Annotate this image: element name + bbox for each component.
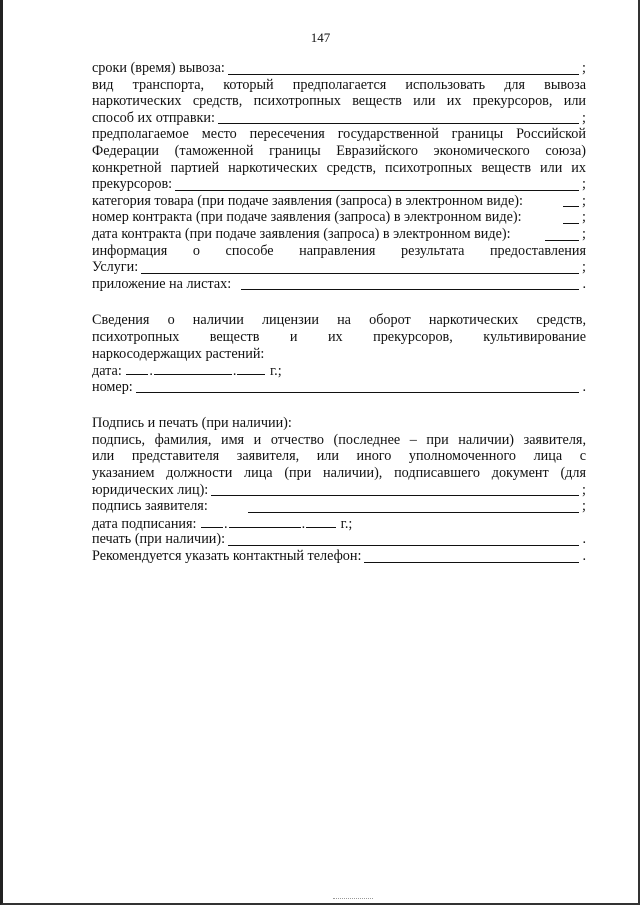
attachment-label: приложение на листах: xyxy=(92,275,232,292)
result-label: Услуги: xyxy=(92,259,139,276)
transport-text-2: наркотических средств, психотропных веществ или их прекурсоров, или xyxy=(92,93,586,110)
result-field[interactable] xyxy=(141,261,579,274)
crossing-text-2: Федерации (таможенной границы Евразийского экономического союза) xyxy=(92,142,586,159)
license-number-field[interactable] xyxy=(136,380,580,393)
category-label: категория товара (при подаче заявления (запроса) в электронном виде): xyxy=(92,192,523,209)
crossing-row: прекурсоров: ; xyxy=(92,176,586,193)
license-date-row: дата: . . г.; xyxy=(92,363,282,380)
export-time-row: сроки (время) вывоза: ; xyxy=(92,60,586,76)
stamp-field[interactable] xyxy=(228,533,579,546)
sign-date-suffix: г.; xyxy=(340,515,353,532)
crossing-field[interactable] xyxy=(175,178,579,191)
sign-date-row: дата подписания: . . г.; xyxy=(92,515,353,532)
transport-label: способ их отправки: xyxy=(92,109,215,126)
transport-field[interactable] xyxy=(218,111,579,124)
contract-date-label: дата контракта (при подаче заявления (запроса) в электронном виде): xyxy=(92,225,511,242)
applicant-signature-field[interactable] xyxy=(248,500,579,513)
page-number: 147 xyxy=(310,30,331,45)
license-date-suffix: г.; xyxy=(269,363,282,380)
contract-number-label: номер контракта (при подаче заявления (запроса) в электронном виде): xyxy=(92,209,522,226)
license-number-label: номер: xyxy=(92,378,133,395)
phone-row: Рекомендуется указать контактный телефон: . xyxy=(92,548,586,565)
category-field[interactable] xyxy=(563,194,579,207)
contract-number-field[interactable] xyxy=(563,211,579,224)
contract-date-field[interactable] xyxy=(545,228,579,241)
license-text-1: Сведения о наличии лицензии на оборот наркотических средств, xyxy=(92,312,586,329)
sign-date-day[interactable] xyxy=(201,515,223,528)
crossing-text-3: конкретной партией наркотических средств, психотропных веществ или их xyxy=(92,159,586,176)
phone-label: Рекомендуется указать контактный телефон: xyxy=(92,548,362,565)
result-text-1: информация о способе направления результата предоставления xyxy=(92,242,586,259)
stamp-row: печать (при наличии): . xyxy=(92,531,586,548)
license-date-day[interactable] xyxy=(126,362,148,375)
sign-date-year[interactable] xyxy=(306,515,336,528)
crossing-label: прекурсоров: xyxy=(92,176,173,193)
attachment-row: приложение на листах: . xyxy=(92,275,586,292)
stamp-label: печать (при наличии): xyxy=(92,531,226,548)
phone-field[interactable] xyxy=(364,550,579,563)
form-body xyxy=(92,60,586,565)
attachment-field[interactable] xyxy=(241,277,579,290)
export-time-label: сроки (время) вывоза: xyxy=(92,60,225,76)
fio-row: юридических лиц): ; xyxy=(92,481,586,498)
result-row: Услуги: ; xyxy=(92,259,586,276)
transport-text-1: вид транспорта, который предполагается использовать для вывоза xyxy=(92,76,586,93)
fio-text-3: указанием должности лица (при наличии), подписавшего документ (для xyxy=(92,465,586,482)
fio-text-2: или представителя заявителя, или иного уполномоченного лица с xyxy=(92,448,586,465)
fio-field[interactable] xyxy=(211,483,579,496)
crossing-text-1: предполагаемое место пересечения государственной границы Российской xyxy=(92,126,586,143)
license-date-year[interactable] xyxy=(237,362,265,375)
category-row: категория товара (при подаче заявления (запроса) в электронном виде): ; xyxy=(92,192,586,209)
applicant-signature-row: подпись заявителя: ; xyxy=(92,498,586,515)
license-number-row: номер: . xyxy=(92,378,586,395)
fio-text-1: подпись, фамилия, имя и отчество (последнее – при наличии) заявителя, xyxy=(92,431,586,448)
contract-number-row: номер контракта (при подаче заявления (запроса) в электронном виде): ; xyxy=(92,209,586,226)
contract-date-row: дата контракта (при подаче заявления (запроса) в электронном виде): ; xyxy=(92,225,586,242)
fio-label: юридических лиц): xyxy=(92,481,209,498)
transport-row: способ их отправки: ; xyxy=(92,109,586,126)
license-date-month[interactable] xyxy=(154,362,232,375)
page-bottom-mark xyxy=(333,898,373,899)
sign-date-month[interactable] xyxy=(229,515,301,528)
signature-heading: Подпись и печать (при наличии): xyxy=(92,415,292,432)
license-text-3: наркосодержащих растений: xyxy=(92,345,265,362)
license-date-label: дата: xyxy=(92,363,122,380)
sign-date-label: дата подписания: xyxy=(92,515,197,532)
export-time-field[interactable] xyxy=(228,62,579,75)
license-text-2: психотропных веществ и их прекурсоров, культивирование xyxy=(92,328,586,345)
applicant-signature-label: подпись заявителя: xyxy=(92,498,208,515)
